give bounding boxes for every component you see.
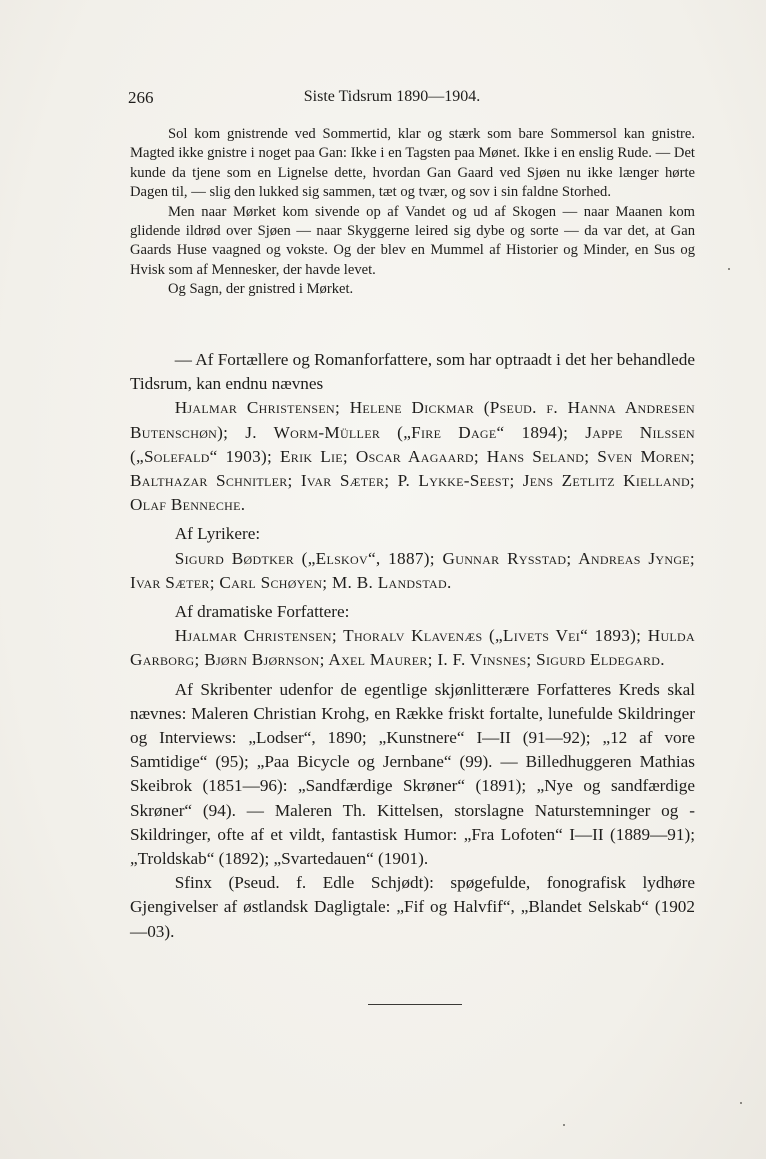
page-header: [128, 88, 656, 112]
excerpt-paragraph-3: Og Sagn, der gnistred i Mørket.: [167, 281, 354, 298]
novelists-list: Hjalmar Christensen; Helene Dickmar (Pseud. f. Hanna Andresen Butenschøn); J. Worm-Müller („Fire Dage“ 1894); Jappe Nilssen („Solefald“ 1903); Erik Lie; Oscar Aagaard; Hans Seland; Sven Moren; Balthazar Schnitler; Ivar Sæter; P. Lykke-Seest; Jens Zetlitz Kielland; Olaf Benneche.: [130, 398, 695, 515]
running-title: Siste Tidsrum 1890—1904.: [303, 88, 481, 105]
paper-speck: [563, 1124, 565, 1126]
excerpt-paragraph-2: Men naar Mørket kom sivende op af Vandet og ud af Skogen — naar Maanen kom glidende ildrød over Sjøen — naar Skyggerne leired sig dybe og sorte — da var det, at Gan Gaards Huse vaagned og vokste. Og der blev en Mummel af Historier og Minder, en Sus og Hvisk som af Mennesker, der havde levet.: [130, 203, 695, 278]
intro-paragraph: — Af Fortællere og Romanforfattere, som har optraadt i det her behandlede Tidsrum, kan endnu nævnes: [130, 350, 695, 394]
closing-rule: [368, 1004, 462, 1005]
writers-paragraph: Af Skribenter udenfor de egentlige skjønlitterære Forfatteres Kreds skal nævnes: Maleren Christian Krohg, en Række friskt fortalte, lunefulde Skildringer og Interviews: „Lodser“, 1890; „Kunstnere“ I—II (91—92); „12 af vore Samtidige“ (95); „Paa Bicycle og Jernbane“ (99). — Billedhuggeren Mathias Skeibrok (1851—96): „Sandfærdige Skrøner“ (1891); „Nye og sandfærdige Skrøner“ (94). — Maleren Th. Kittelsen, storslagne Naturstemninger og -Skildringer, ofte af et vildt, fantastisk Humor: „Fra Lofoten“ I—II (1889—91); „Troldskab“ (1892); „Svartedauen“ (1901).: [130, 679, 695, 869]
dramatists-list: Hjalmar Christensen; Thoralv Klavenæs („Livets Vei“ 1893); Hulda Garborg; Bjørn Bjørnson; Axel Maurer; I. F. Vinsnes; Sigurd Eldegard.: [130, 626, 695, 670]
story-excerpt: [130, 125, 695, 300]
lyric-heading: Af Lyrikere:: [174, 524, 261, 544]
author-survey: [130, 348, 695, 944]
excerpt-paragraph-1: Sol kom gnistrende ved Sommertid, klar og stærk som bare Sommersol kan gnistre. Magted ikke gnistre i noget paa Gan: Ikke i en Tagsten paa Mønet. Ikke i en enslig Rude. — Det kunde da tjene som en Lignelse dette, hvordan Gan Gaard ved Sjøen nu ikke længer hørte Dagen til, — slig den lukked sig sammen, tæt og tvær, og sov i sin faldne Storhed.: [130, 126, 695, 201]
dramatic-heading: Af dramatiske Forfattere:: [174, 602, 350, 622]
page-number: 266: [128, 88, 154, 107]
lyricists-list: Sigurd Bødtker („Elskov“, 1887); Gunnar Rysstad; Andreas Jynge; Ivar Sæter; Carl Schøyen; M. B. Landstad.: [130, 548, 695, 592]
paper-speck: [728, 268, 730, 270]
paper-speck: [740, 1102, 742, 1104]
sfinx-paragraph: Sfinx (Pseud. f. Edle Schjødt): spøgefulde, fonografisk lydhøre Gjengivelser af østlandsk Dagligtale: „Fif og Halvfif“, „Blandet Selskab“ (1902—03).: [130, 873, 695, 941]
